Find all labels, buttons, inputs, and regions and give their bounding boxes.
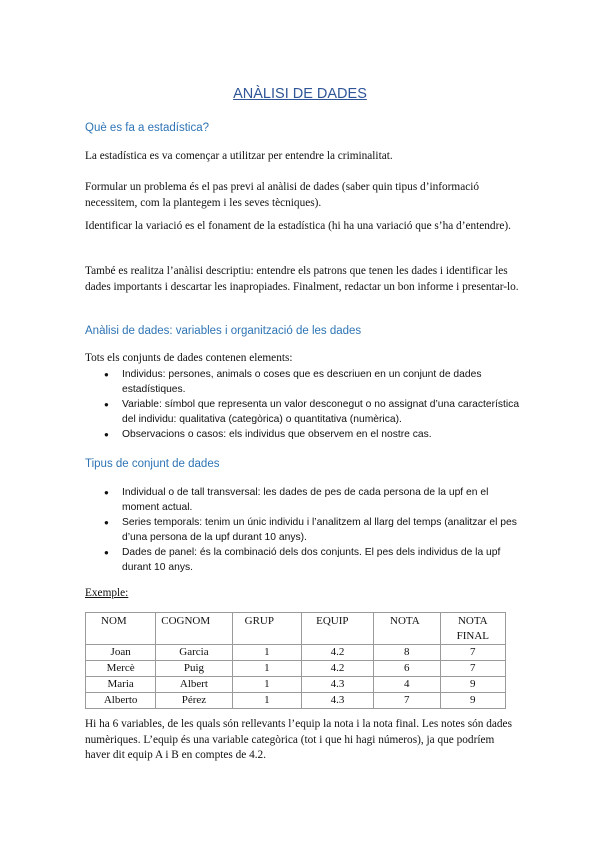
table-header-row bbox=[86, 613, 506, 645]
table-cell: 4.3 bbox=[302, 693, 374, 709]
table-cell: 7 bbox=[440, 645, 505, 661]
table-cell: 1 bbox=[232, 645, 301, 661]
column-header-nota: NOTA bbox=[374, 613, 441, 645]
table-cell: 1 bbox=[232, 677, 301, 693]
dataset-types-list bbox=[85, 485, 525, 575]
table-cell: Garcia bbox=[156, 645, 232, 661]
table-cell: Alberto bbox=[86, 693, 156, 709]
example-table bbox=[85, 612, 506, 709]
paragraph-criminalitat: La estadística es va començar a utilitzar per entendre la criminalitat. bbox=[85, 150, 393, 162]
table-cell: Maria bbox=[86, 677, 156, 693]
bullet-icon: ● bbox=[104, 518, 109, 527]
list-item: ● Individual o de tall transversal: les dades de pes de cada persona de la upf en el moment actual. bbox=[104, 487, 489, 513]
table-row bbox=[86, 661, 506, 677]
table-row bbox=[86, 645, 506, 661]
table-cell: Puig bbox=[156, 661, 232, 677]
column-header-grup: GRUP bbox=[232, 613, 301, 645]
list-item: ● Dades de panel: és la combinació dels dos conjunts. El pes dels individus de la upf durant 10 anys. bbox=[104, 547, 501, 573]
heading-tipus-conjunt: Tipus de conjunt de dades bbox=[85, 458, 220, 470]
column-header-nota-final: NOTA FINAL bbox=[440, 613, 505, 645]
example-label: Exemple: bbox=[85, 587, 129, 599]
column-header-nom: NOM bbox=[86, 613, 156, 645]
table-cell: 1 bbox=[232, 661, 301, 677]
bullet-icon: ● bbox=[104, 370, 109, 379]
table-cell: Pérez bbox=[156, 693, 232, 709]
table-cell: 1 bbox=[232, 693, 301, 709]
list-item: ● Variable: símbol que representa un valor desconegut o no assignat d’una característica del individu: qualitativa (categòrica) o quantitativa (numèrica). bbox=[104, 399, 520, 425]
paragraph-variacio: Identificar la variació es el fonament de la estadística (hi ha una variació que s’ha d’entendre). bbox=[85, 220, 511, 232]
list-item: ● Series temporals: tenim un únic individu i l’analitzem al llarg del temps (analitzar el pes d’una persona de la upf durant 10 anys). bbox=[104, 517, 517, 543]
table-cell: 9 bbox=[440, 677, 505, 693]
table-row bbox=[86, 693, 506, 709]
column-header-cognom: COGNOM bbox=[156, 613, 232, 645]
column-header-equip: EQUIP bbox=[302, 613, 374, 645]
table-cell: 4 bbox=[374, 677, 441, 693]
list-item: ● Individus: persones, animals o coses que es descriuen en un conjunt de dades estadístiques. bbox=[104, 369, 482, 395]
bullet-icon: ● bbox=[104, 548, 109, 557]
elements-list bbox=[85, 367, 525, 442]
table-cell: 9 bbox=[440, 693, 505, 709]
table-cell: 4.3 bbox=[302, 677, 374, 693]
paragraph-analisi-descriptiu: També es realitza l’anàlisi descriptiu: entendre els patrons que tenen les dades i identificar les dades importants i descartar les inapropiades. Finalment, redactar un bon informe i presentar-lo. bbox=[85, 265, 519, 293]
table-cell: 7 bbox=[374, 693, 441, 709]
table-cell: 7 bbox=[440, 661, 505, 677]
bullet-icon: ● bbox=[104, 400, 109, 409]
table-cell: Mercè bbox=[86, 661, 156, 677]
table-cell: 8 bbox=[374, 645, 441, 661]
list-item: ● Observacions o casos: els individus que observem en el nostre cas. bbox=[104, 429, 432, 440]
table-cell: 4.2 bbox=[302, 645, 374, 661]
heading-que-es-fa: Què es fa a estadística? bbox=[85, 122, 210, 134]
table-cell: Joan bbox=[86, 645, 156, 661]
bullet-icon: ● bbox=[104, 430, 109, 439]
paragraph-conjunts-intro: Tots els conjunts de dades contenen elements: bbox=[85, 352, 293, 364]
bullet-icon: ● bbox=[104, 488, 109, 497]
document-title: ANÀLISI DE DADES bbox=[233, 86, 367, 102]
paragraph-formular-problema: Formular un problema és el pas previ al anàlisi de dades (saber quin tipus d’informació necessitem, com la plantegem i les seves tècniques). bbox=[85, 181, 480, 209]
table-row bbox=[86, 677, 506, 693]
table-cell: 4.2 bbox=[302, 661, 374, 677]
heading-analisi-variables: Anàlisi de dades: variables i organització de les dades bbox=[85, 325, 362, 337]
paragraph-conclusion: Hi ha 6 variables, de les quals són rellevants l’equip la nota i la nota final. Les notes són dades numèriques. L’equip és una variable categòrica (tot i que hi hagi números), ja que podríem haver dit equip A i B en comptes de 4.2. bbox=[85, 718, 512, 761]
table-cell: 6 bbox=[374, 661, 441, 677]
table-cell: Albert bbox=[156, 677, 232, 693]
